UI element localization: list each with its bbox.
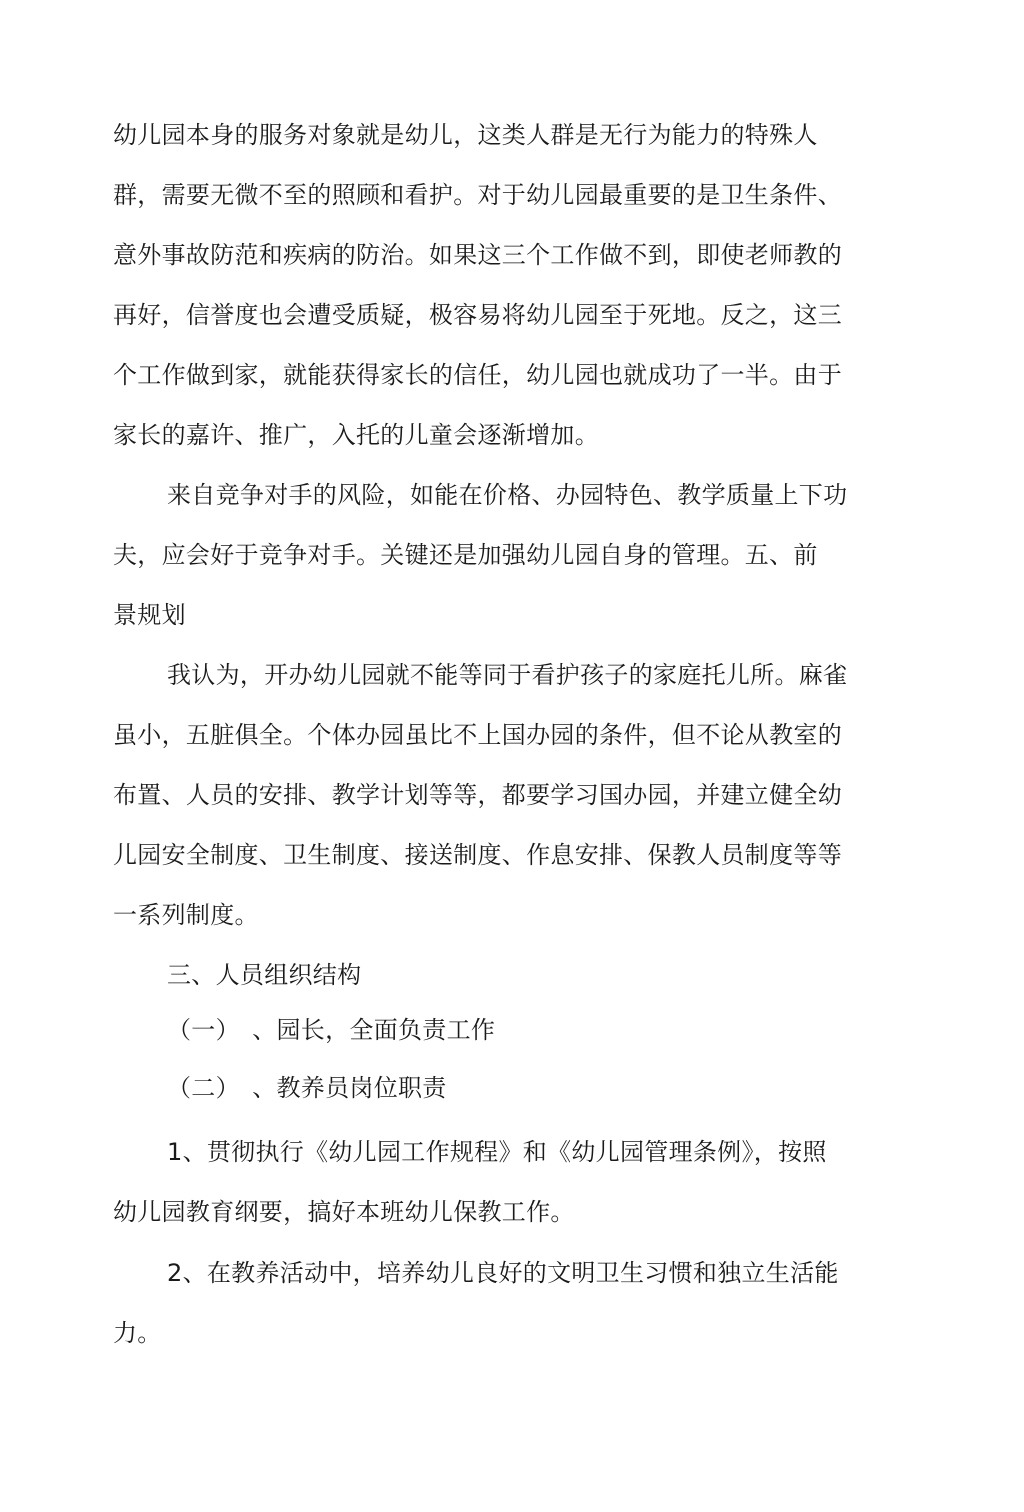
section-heading-org-structure <box>113 945 863 1005</box>
paragraph-prospect-plan <box>113 645 863 945</box>
text-line: 个工作做到家，就能获得家长的信任，幼儿园也就成功了一半。由于 <box>113 361 842 389</box>
text-line: （二） 、教养员岗位职责 <box>167 1074 447 1102</box>
text-line: 布置、人员的安排、教学计划等等，都要学习国办园，并建立健全幼 <box>113 781 842 809</box>
text-line: 我认为，开办幼儿园就不能等同于看护孩子的家庭托儿所。麻雀 <box>167 661 848 689</box>
text-line: 一系列制度。 <box>113 901 259 929</box>
text-line: 1、贯彻执行《幼儿园工作规程》和《幼儿园管理条例》，按照 <box>167 1138 827 1166</box>
text-line: 儿园安全制度、卫生制度、接送制度、作息安排、保教人员制度等等 <box>113 841 842 869</box>
text-line: 2、在教养活动中，培养幼儿良好的文明卫生习惯和独立生活能 <box>167 1259 839 1287</box>
paragraph-risk-safety <box>113 105 863 465</box>
subsection-teacher-duties <box>113 1058 863 1118</box>
text-line: 夫，应会好于竞争对手。关键还是加强幼儿园自身的管理。五、前 <box>113 541 818 569</box>
duty-item-1 <box>113 1122 863 1242</box>
text-line: 虽小，五脏俱全。个体办园虽比不上国办园的条件，但不论从教室的 <box>113 721 842 749</box>
heading-text: 三、人员组织结构 <box>167 961 362 989</box>
text-line: 力。 <box>113 1319 162 1347</box>
text-line: 意外事故防范和疾病的防治。如果这三个工作做不到，即使老师教的 <box>113 241 842 269</box>
paragraph-competition-risk <box>113 465 863 645</box>
text-line: 景规划 <box>113 601 186 629</box>
subsection-director <box>113 1000 863 1060</box>
text-line: 幼儿园本身的服务对象就是幼儿，这类人群是无行为能力的特殊人 <box>113 121 818 149</box>
text-line: 再好，信誉度也会遭受质疑，极容易将幼儿园至于死地。反之，这三 <box>113 301 842 329</box>
text-line: 群，需要无微不至的照顾和看护。对于幼儿园最重要的是卫生条件、 <box>113 181 842 209</box>
text-line: （一） 、园长，全面负责工作 <box>167 1016 496 1044</box>
text-line: 家长的嘉许、推广，入托的儿童会逐渐增加。 <box>113 421 599 449</box>
text-line: 幼儿园教育纲要，搞好本班幼儿保教工作。 <box>113 1198 575 1226</box>
text-line: 来自竞争对手的风险，如能在价格、办园特色、教学质量上下功 <box>167 481 848 509</box>
duty-item-2 <box>113 1243 863 1363</box>
